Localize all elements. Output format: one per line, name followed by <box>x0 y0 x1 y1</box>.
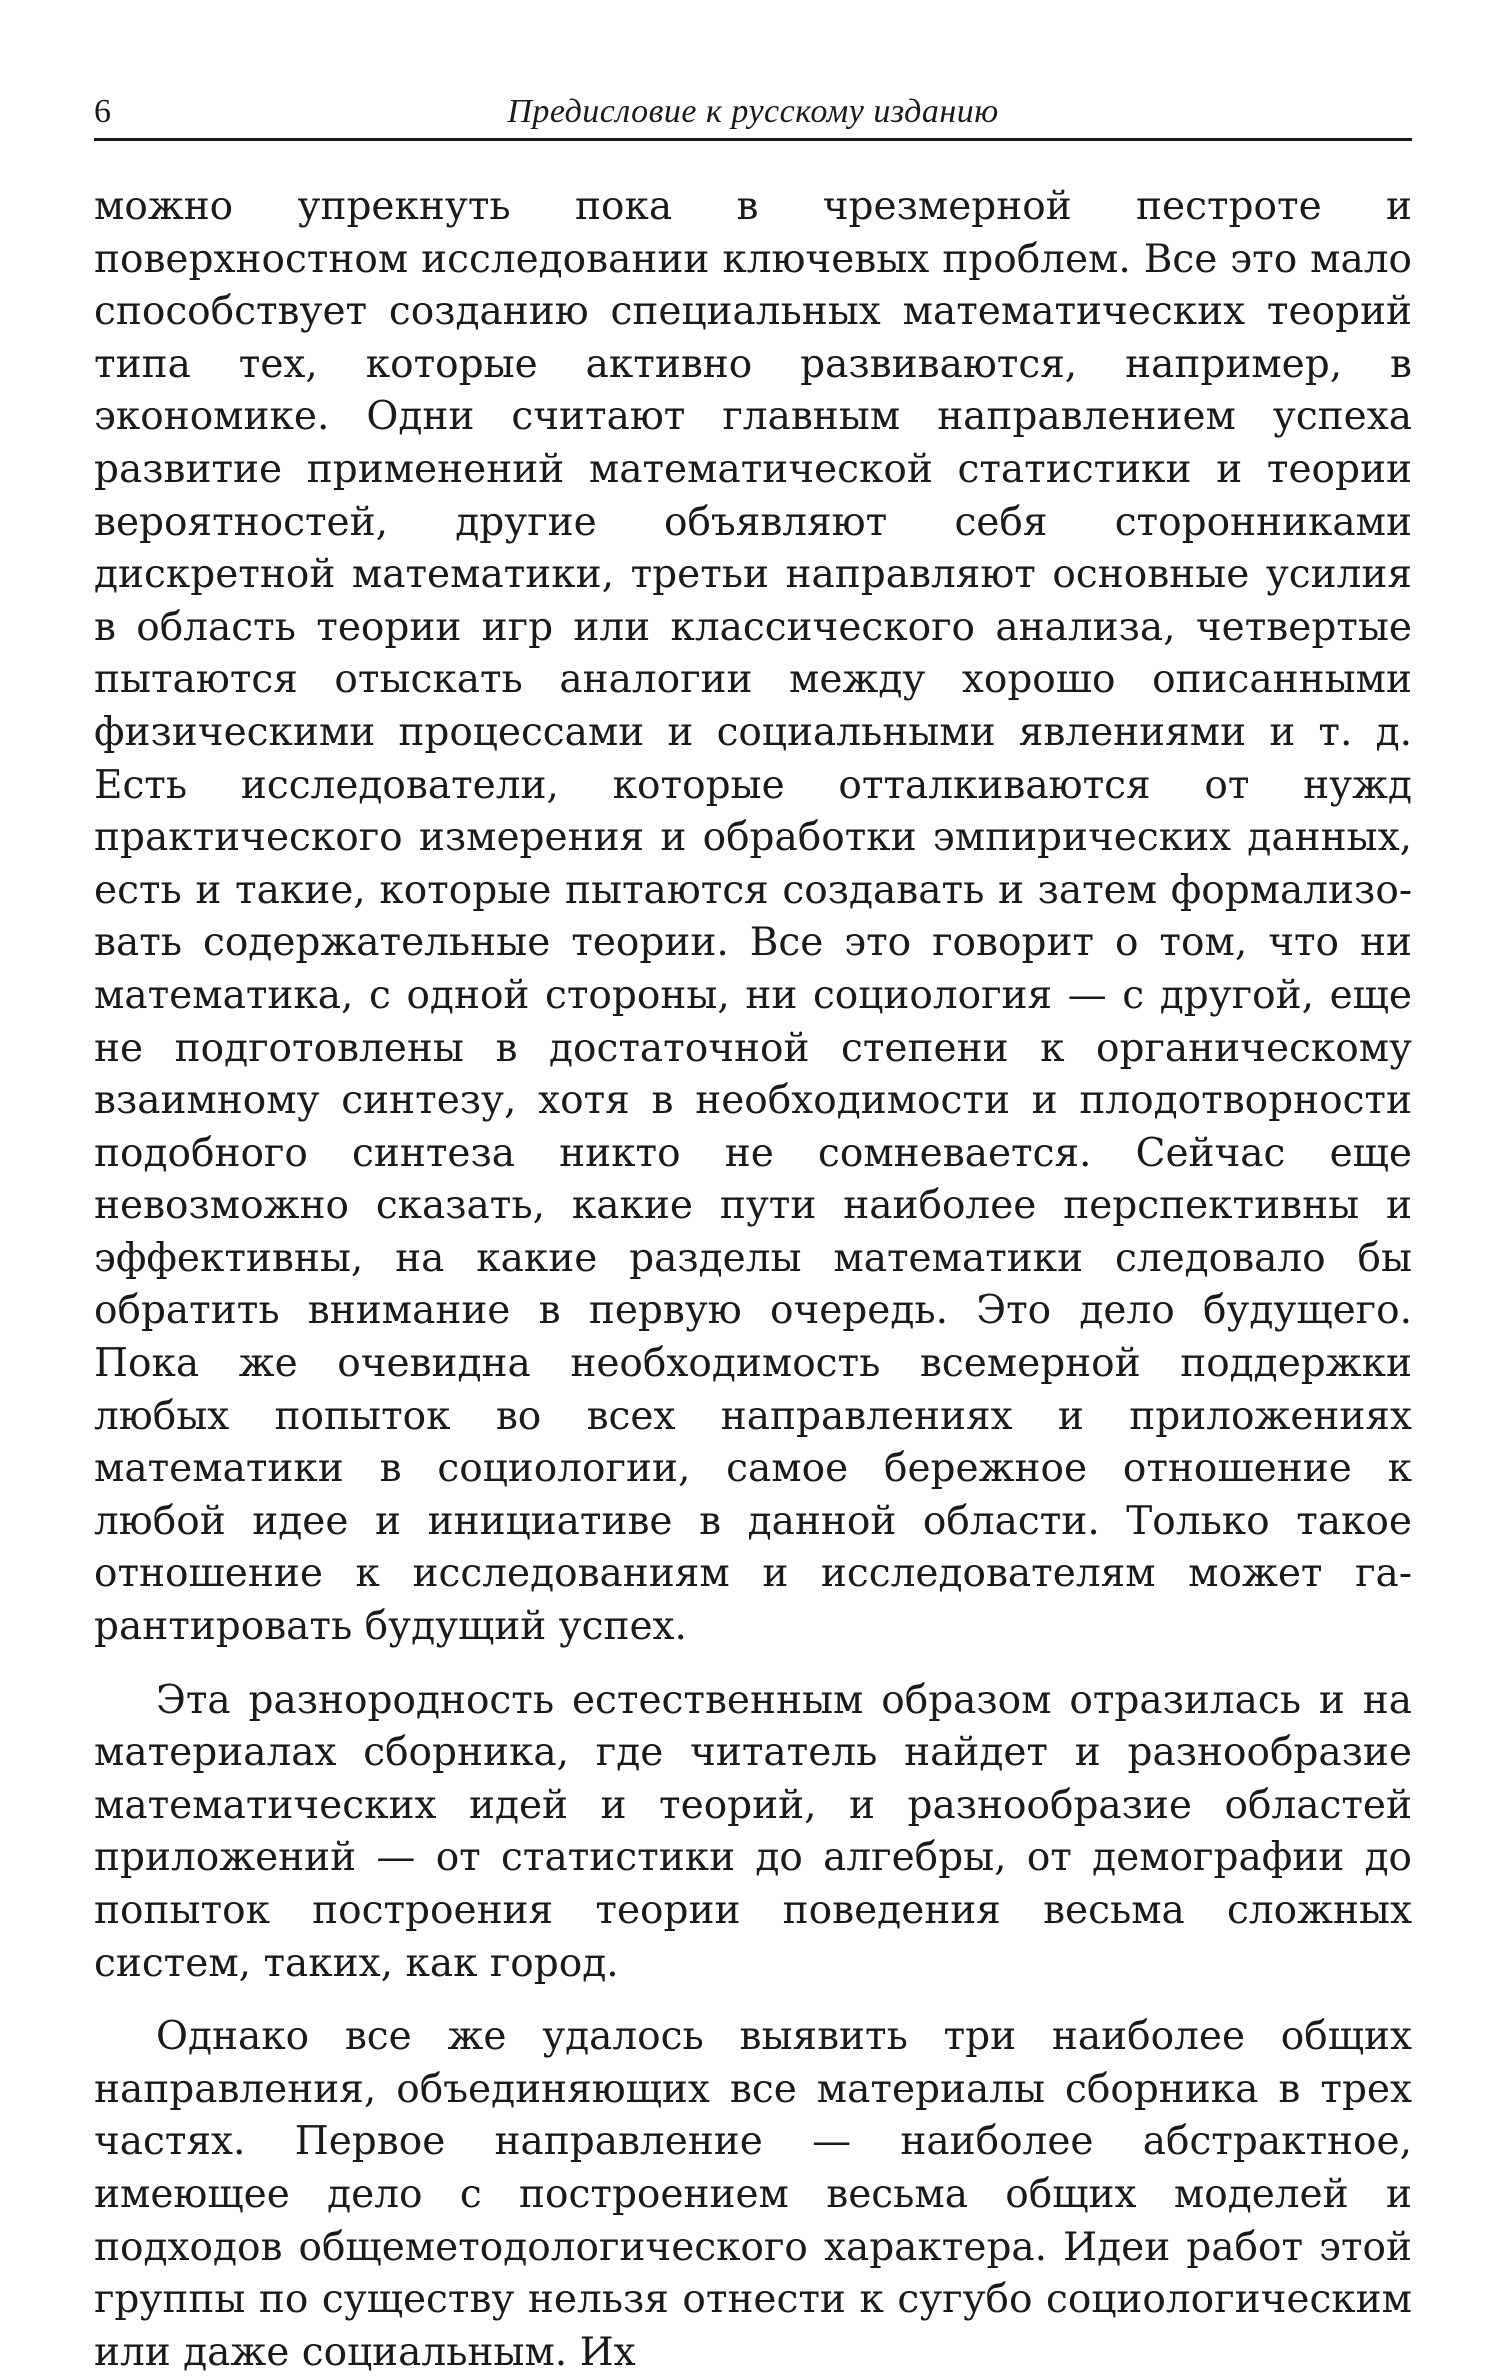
paragraph-1: можно упрекнуть пока в чрезмерной пестроте и поверхностном исследовании ключевых проблем. Все это мало способствует созданию специальных математических теорий типа тех, которые активно развиваются, например, в экономике. Одни считают главным направлением успеха развитие применений математической статистики и теории вероятностей, другие объявляют себя сторонниками дискретной математики, третьи направляют основные усилия в область теории игр или классического анализа, четвертые пытаются отыскать аналогии между хорошо описанными физическими процессами и социальными явлениями и т. д. Есть исследователи, которые отталкиваются от нужд практического измерения и обработки эмпирических данных, есть и такие, которые пытаются создавать и затем формализовать содержательные теории. Все это говорит о том, что ни математика, с одной стороны, ни социология — с другой, еще не подготовлены в достаточной степени к органическому взаимному синтезу, хотя в необходимости и плодотворности подобного синтеза никто не сомневается. Сейчас еще невозможно сказать, какие пути наиболее перспективны и эффективны, на какие разделы математики следовало бы обратить внимание в первую очередь. Это дело будущего. Пока же очевидна необходимость всемерной поддержки любых попыток во всех направлениях и приложениях математики в социологии, самое бережное отношение к любой идее и инициативе в данной области. Только такое отношение к исследованиям и исследователям может гарантировать будущий успех. <box>94 184 1412 1650</box>
book-page <box>94 92 1412 2379</box>
body-text <box>94 181 1412 2379</box>
running-head <box>94 92 1412 141</box>
paragraph-3: Однако все же удалось выявить три наиболее общих направления, объединяющих все материалы сборника в трех частях. Первое направление — наиболее абстрактное, имеющее дело с построением весьма общих моделей и подходов общеметодологического характера. Идеи работ этой группы по существу нельзя отнести к сугубо социологическим или даже социальным. Их <box>94 2014 1412 2375</box>
page-number: 6 <box>94 93 111 130</box>
paragraph-2: Эта разнородность естественным образом отразилась и на материалах сборника, где читатель найдет и разнообразие математических идей и теорий, и разнообразие областей приложений — от статистики до алгебры, от демографии до попыток построения теории поведения весьма сложных систем, таких, как город. <box>94 1677 1412 1986</box>
running-head-title: Предисловие к русскому изданию <box>507 93 999 130</box>
